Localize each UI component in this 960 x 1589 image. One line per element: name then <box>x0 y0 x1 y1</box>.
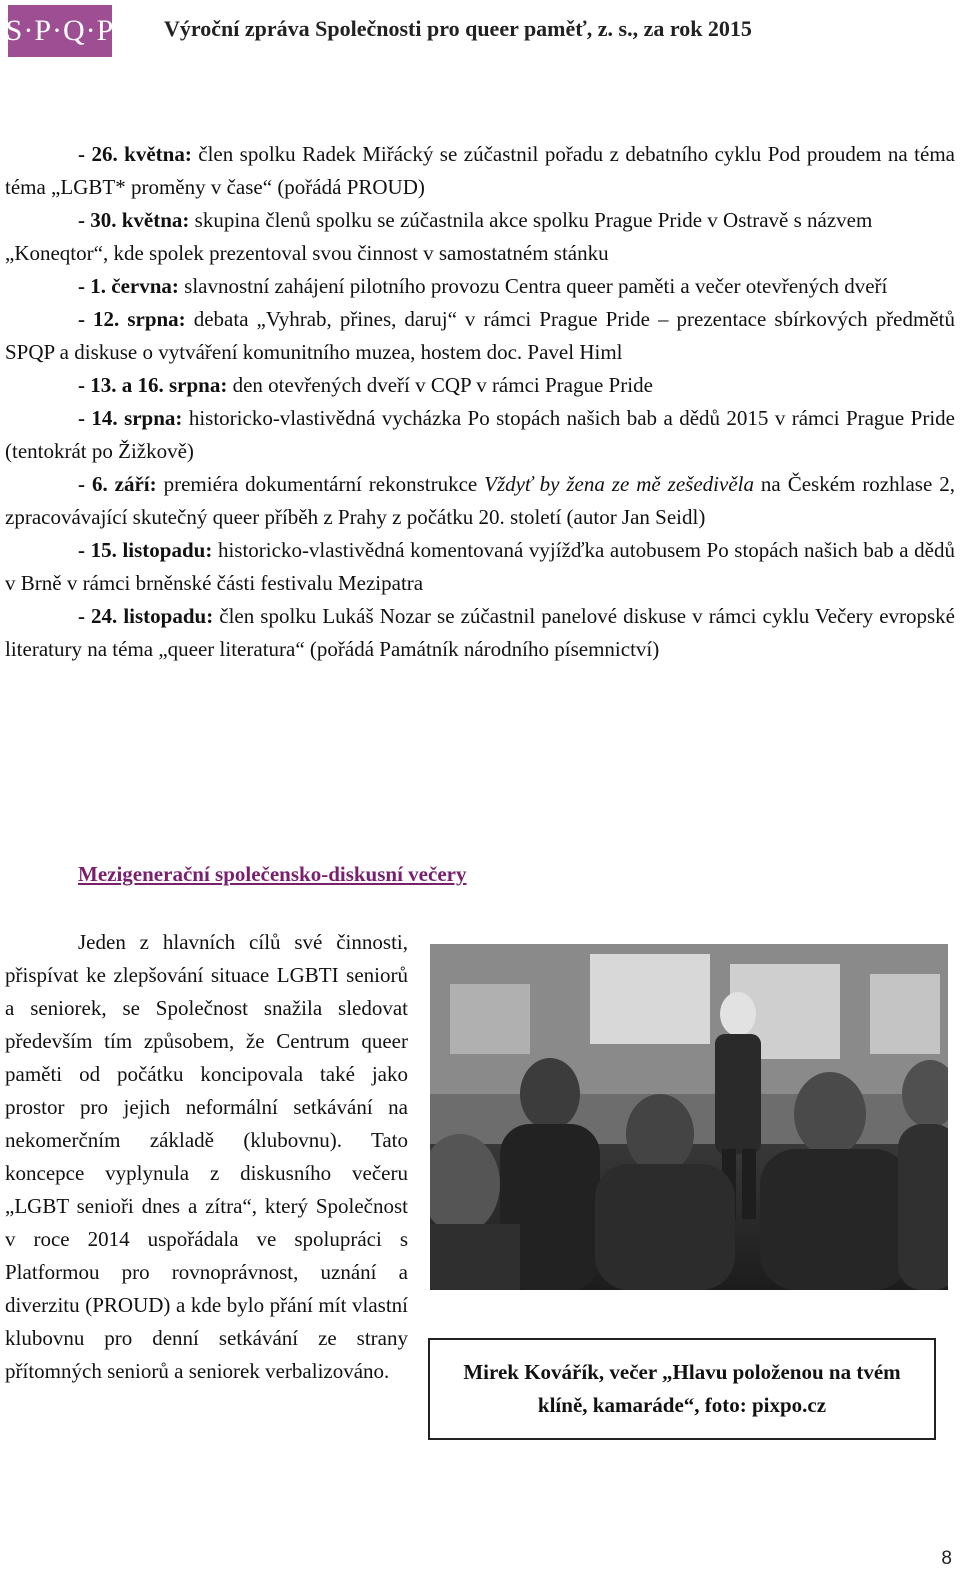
event-item: - 14. srpna: historicko-vlastivědná vycházka Po stopách našich bab a dědů 2015 v rámci Prague Pride (tentokrát po Žižkově) <box>5 406 955 463</box>
event-item: - 26. května: člen spolku Radek Miřácký se zúčastnil pořadu z debatního cyklu Pod proudem na téma téma „LGBT* proměny v čase“ (pořádá PROUD) <box>5 142 955 199</box>
section-heading: Mezigenerační společensko-diskusní večery <box>78 862 467 886</box>
event-item: - 13. a 16. srpna: den otevřených dveří v CQP v rámci Prague Pride <box>78 373 653 397</box>
event-item: - 12. srpna: debata „Vyhrab, přines, daruj“ v rámci Prague Pride – prezentace sbírkových předmětů SPQP a diskuse o vytváření komunitního muzea, hostem doc. Pavel Himl <box>5 307 955 364</box>
page-number: 8 <box>941 1548 952 1569</box>
spqp-logo: S·P·Q·P <box>8 5 112 57</box>
events-list <box>5 138 955 666</box>
event-item: - 1. června: slavnostní zahájení pilotního provozu Centra queer paměti a večer otevřených dveří <box>78 274 888 298</box>
section-paragraph: Jeden z hlavních cílů své činnosti, přispívat ke zlepšování situace LGBTI seniorů a seniorek, se Společnost snažila sledovat především tím způsobem, že Centrum queer paměti od počátku koncipovala také jako prostor pro jejich neformální setkávání na nekomerčním základě (klubovnu). Tato koncepce vyplynula z diskusního večeru „LGBT senioři dnes a zítra“, který Společnost v roce 2014 uspořádala ve spolupráci s Platformou pro rovnoprávnost, uznání a diverzitu (PROUD) a kde bylo přání mít vlastní klubovnu pro denní setkávání ze strany přítomných seniorů a seniorek verbalizováno. <box>5 930 408 1383</box>
event-photo <box>430 944 948 1290</box>
document-header-title: Výroční zpráva Společnosti pro queer paměť, z. s., za rok 2015 <box>164 16 752 41</box>
event-item: - 30. května: skupina členů spolku se zúčastnila akce spolku Prague Pride v Ostravě s názvem „Koneqtor“, kde spolek prezentoval svou činnost v samostatném stánku <box>5 208 873 265</box>
event-item: - 15. listopadu: historicko-vlastivědná komentovaná vyjížďka autobusem Po stopách našich bab a dědů v Brně v rámci brněnské části festivalu Mezipatra <box>5 538 955 595</box>
event-item: - 24. listopadu: člen spolku Lukáš Nozar se zúčastnil panelové diskuse v rámci cyklu Večery evropské literatury na téma „queer literatura“ (pořádá Památník národního písemnictví) <box>5 604 955 661</box>
event-item: - 6. září: premiéra dokumentární rekonstrukce Vždyť by žena ze mě zešedivěla na Českém rozhlase 2, zpracovávající skutečný queer příběh z Prahy z počátku 20. století (autor Jan Seidl) <box>5 472 955 529</box>
photo-caption: Mirek Kovářík, večer „Hlavu položenou na tvém klíně, kamaráde“, foto: pixpo.cz <box>428 1338 936 1440</box>
